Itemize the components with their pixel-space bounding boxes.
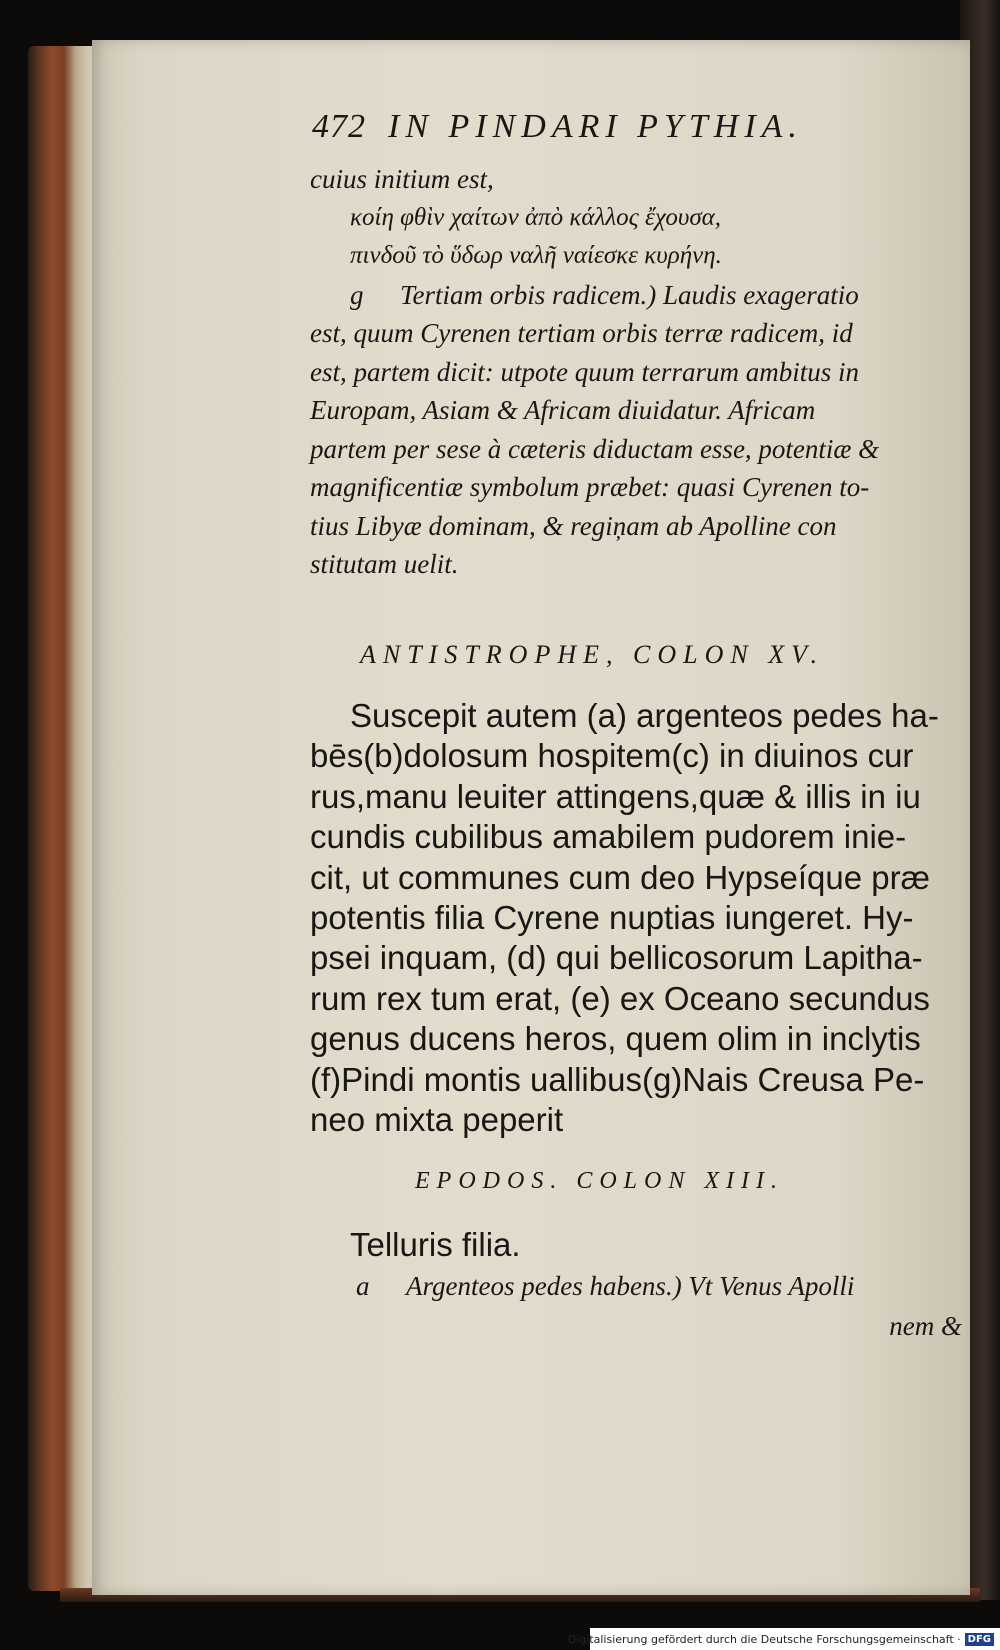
text-line: cit, ut communes cum deo Hypseíque præ xyxy=(310,858,930,896)
commentary-note-block xyxy=(310,160,960,584)
text-line: cundis cubilibus amabilem pudorem inie- xyxy=(310,818,907,856)
dfg-logo: DFG xyxy=(965,1633,994,1646)
text-line: Telluris filia. xyxy=(350,1226,521,1263)
note-line: tius Libyæ dominam, & regiņam ab Apolline con xyxy=(310,510,837,541)
text-line: neo mixta peperit xyxy=(310,1101,564,1139)
note-line-g xyxy=(310,276,960,315)
section-heading-epodos: EPODOS. COLON XIII. xyxy=(415,1168,784,1194)
text-line: rus,manu leuiter attingens,quæ & illis in iu xyxy=(310,777,921,815)
note-line: partem per sese à cæteris diductam esse, potentiæ & xyxy=(310,433,880,464)
note-marker-a: a xyxy=(356,1271,370,1301)
running-head-title: IN PINDARI PYTHIA. xyxy=(388,108,803,145)
text-line: bēs(b)dolosum hospitem(c) in diuinos cur xyxy=(310,737,914,775)
note-line: est, quum Cyrenen tertiam orbis terræ radicem, id xyxy=(310,318,853,348)
digitization-footer xyxy=(567,1628,1000,1650)
text-line: psei inquam, (d) qui bellicosorum Lapitha- xyxy=(310,939,923,977)
note-line: Tertiam orbis radicem.) Laudis exageratio xyxy=(400,279,859,310)
text-line: genus ducens heros, quem olim in inclytis xyxy=(310,1020,921,1058)
epodos-text-block xyxy=(328,1224,968,1346)
text-line: rum rex tum erat, (e) ex Oceano secundus xyxy=(310,979,930,1017)
page-number: 472 xyxy=(312,108,366,145)
text-line: potentis filia Cyrene nuptias iungeret. Hy- xyxy=(310,899,914,937)
text-line: (f)Pindi montis uallibus(g)Nais Creusa Pe- xyxy=(310,1060,925,1098)
greek-quote-line: πινδοῦ τὸ ὕδωρ ναλῆ ναίεσκε κυρήνη. xyxy=(350,242,722,269)
note-line: stitutam uelit. xyxy=(310,549,459,579)
note-line-a xyxy=(328,1266,968,1306)
note-line: Europam, Asiam & Africam diuidatur. Africam xyxy=(310,395,816,425)
running-head xyxy=(312,108,912,152)
main-text-block xyxy=(310,696,970,1140)
text-line: Suscepit autem (a) argenteos pedes ha- xyxy=(350,697,939,734)
section-heading-antistrophe: ANTISTROPHE, COLON XV. xyxy=(360,640,825,669)
note-line: cuius initium est, xyxy=(310,164,494,194)
note-line: Argenteos pedes habens.) Vt Venus Apolli xyxy=(406,1271,855,1301)
note-marker-g: g xyxy=(350,279,364,310)
note-line: est, partem dicit: utpote quum terrarum ambitus in xyxy=(310,356,859,387)
greek-quote-line: κοίη φθὶν χαίτων ἀπὸ κάλλος ἔχουσα, xyxy=(350,203,722,231)
note-line: magnificentiæ symbolum præbet: quasi Cyrenen to- xyxy=(310,472,870,502)
note-line-end: nem & xyxy=(889,1311,962,1341)
footer-credit: Digitalisierung gefördert durch die Deutsche Forschungsgemeinschaft · xyxy=(567,1632,961,1646)
